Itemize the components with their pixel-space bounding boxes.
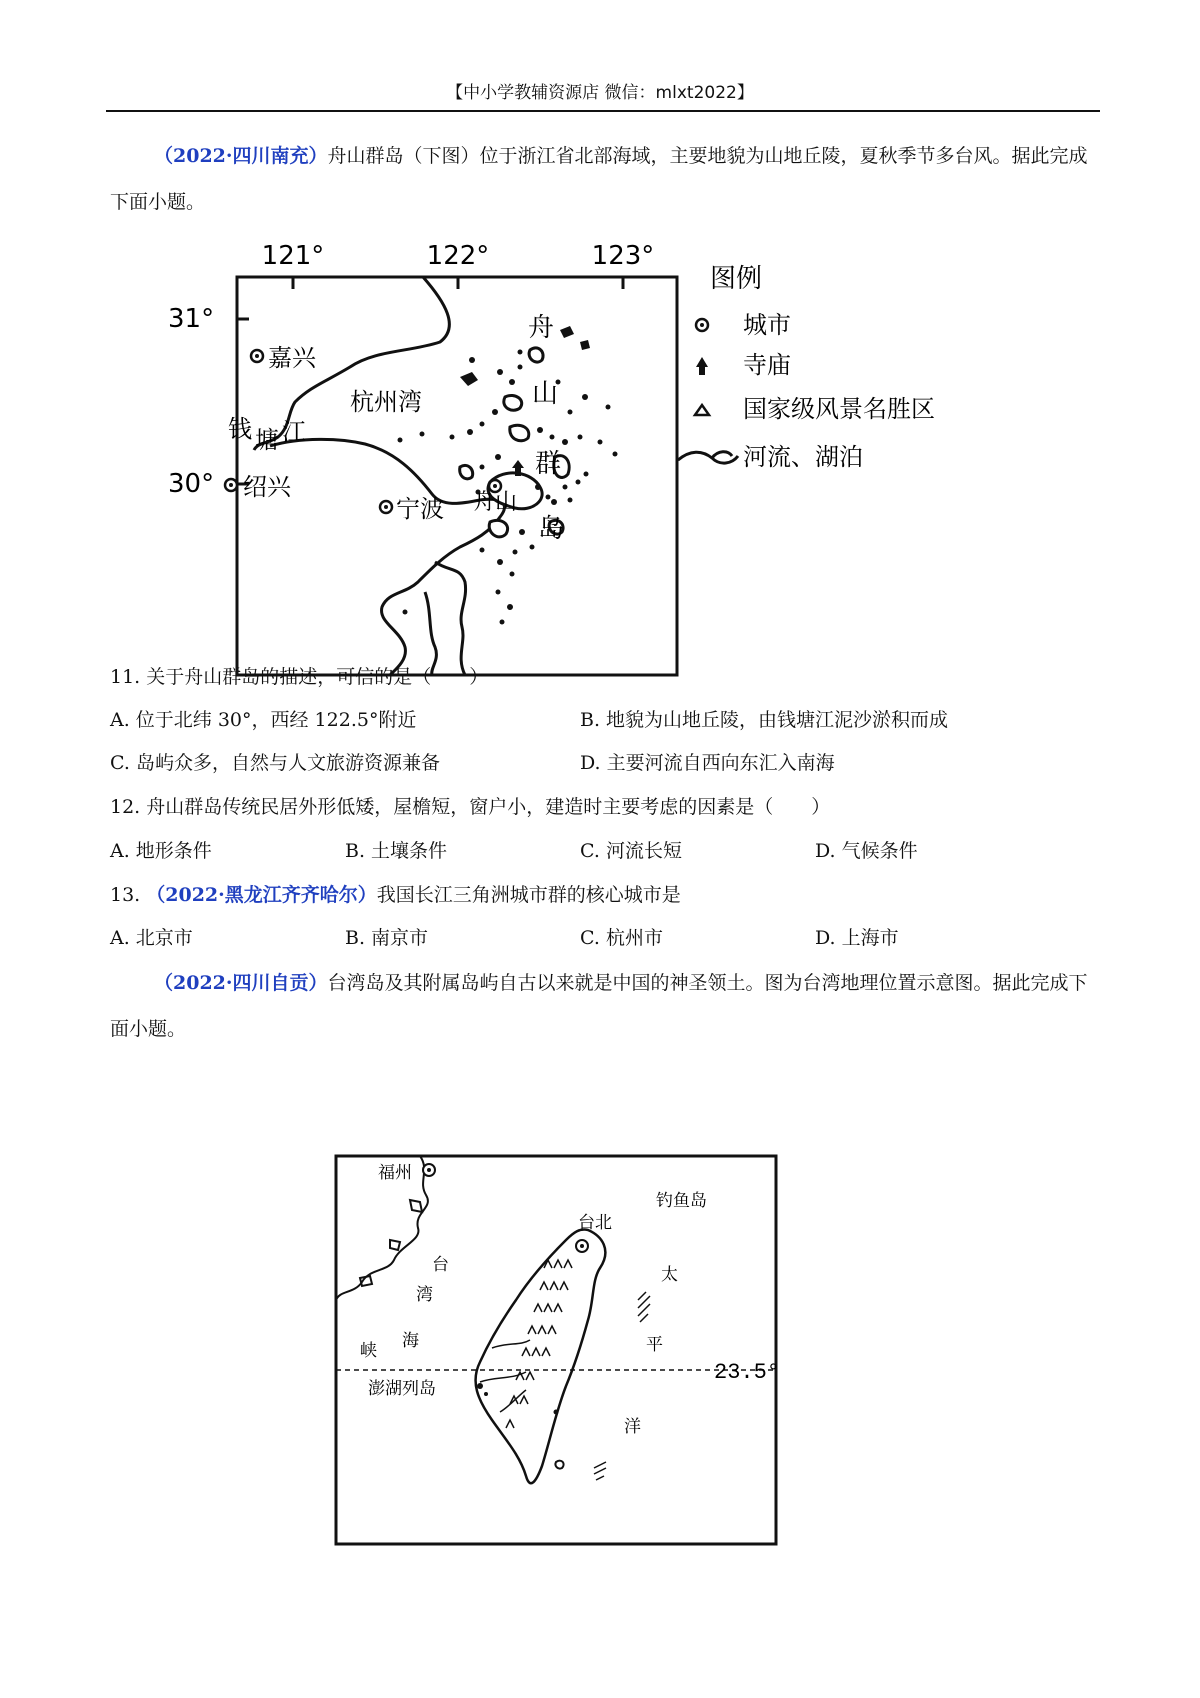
label-zhoushan-city: 舟山: [473, 490, 518, 515]
label-fuzhou: 福州: [378, 1163, 412, 1183]
q13-option-b: B. 南京市: [345, 927, 429, 949]
source-tag: （2022·黑龙江齐齐哈尔）: [146, 884, 377, 906]
label-strait-3: 海: [402, 1331, 419, 1351]
source-tag: （2022·四川自贡）: [154, 972, 328, 994]
q12-option-c: C. 河流长短: [580, 840, 682, 862]
lat-label-30: 30°: [168, 469, 215, 499]
label-taibei: 台北: [578, 1213, 612, 1233]
label-diaoyudao: 钓鱼岛: [656, 1191, 707, 1211]
label-penghu: 澎湖列岛: [368, 1379, 436, 1399]
zhoushan-map: [160, 232, 960, 702]
question-11-stem: 11. 关于舟山群岛的描述，可信的是（ ）: [110, 666, 489, 688]
q13-option-c: C. 杭州市: [580, 927, 663, 949]
label-ocean-1: 太: [661, 1265, 678, 1285]
label-strait-1: 台: [432, 1255, 449, 1275]
label-qun: 群: [535, 449, 562, 479]
intro-text: 台湾岛及其附属岛屿自古以来就是中国的神圣领土。图为台湾地理位置示意图。据此完成下面小题。: [110, 972, 1088, 1040]
scenic-icon: [695, 405, 709, 415]
label-ocean-3: 洋: [624, 1417, 641, 1437]
label-shan: 山: [532, 379, 559, 409]
label-hangzhouwan: 杭州湾: [350, 388, 422, 416]
map-legend: [678, 264, 935, 471]
legend-title: 图例: [710, 264, 763, 294]
label-latitude: 23.5°: [714, 1360, 781, 1385]
label-jiaxing: 嘉兴: [268, 344, 316, 372]
label-jiang: 江: [282, 418, 306, 446]
q13-number: 13.: [110, 884, 147, 906]
label-dao: 岛: [538, 514, 565, 544]
intro-paragraph-1: [110, 133, 1100, 225]
legend-city: 城市: [743, 311, 791, 339]
source-tag: （2022·四川南充）: [154, 145, 328, 167]
map-frame: [237, 277, 677, 675]
legend-scenic: 国家级风景名胜区: [743, 395, 935, 423]
header-rule: [106, 110, 1100, 112]
lon-label-123: 123°: [591, 241, 655, 271]
label-zhou: 舟: [528, 313, 555, 343]
taiwan-map: [330, 1150, 830, 1550]
lon-label-122: 122°: [426, 241, 490, 271]
question-13-stem: [110, 880, 681, 910]
q12-option-a: A. 地形条件: [110, 840, 212, 862]
q13-option-a: A. 北京市: [110, 927, 193, 949]
lat-label-31: 31°: [168, 304, 215, 334]
temple-legend-icon: [696, 357, 708, 375]
legend-temple: 寺庙: [743, 351, 791, 379]
q11-option-c: C. 岛屿众多，自然与人文旅游资源兼备: [110, 752, 440, 774]
q13-option-d: D. 上海市: [815, 927, 899, 949]
label-qian: 钱: [228, 415, 252, 443]
intro-paragraph-2: [110, 960, 1100, 1052]
q13-text: 我国长江三角洲城市群的核心城市是: [376, 884, 681, 906]
legend-river: 河流、湖泊: [743, 443, 863, 471]
question-12-stem: 12. 舟山群岛传统民居外形低矮，屋檐短，窗户小，建造时主要考虑的因素是（ ）: [110, 796, 831, 818]
q12-option-d: D. 气候条件: [815, 840, 918, 862]
q11-option-a: A. 位于北纬 30°，西经 122.5°附近: [110, 709, 417, 731]
label-strait-2: 湾: [416, 1285, 433, 1305]
river-icon: [678, 452, 738, 463]
page-header: 【中小学教辅资源店 微信：mlxt2022】: [446, 83, 754, 103]
label-shaoxing: 绍兴: [243, 473, 291, 501]
label-ningbo: 宁波: [396, 495, 444, 523]
q11-option-d: D. 主要河流自西向东汇入南海: [580, 752, 835, 774]
label-tang: 塘: [255, 426, 279, 454]
label-ocean-2: 平: [646, 1335, 663, 1355]
q12-option-b: B. 土壤条件: [345, 840, 448, 862]
intro-text: 舟山群岛（下图）位于浙江省北部海域，主要地貌为山地丘陵，夏秋季节多台风。据此完成下面小题。: [110, 145, 1088, 213]
lon-label-121: 121°: [261, 241, 325, 271]
q11-option-b: B. 地貌为山地丘陵，由钱塘江泥沙淤积而成: [580, 709, 949, 731]
label-strait-4: 峡: [360, 1341, 377, 1361]
